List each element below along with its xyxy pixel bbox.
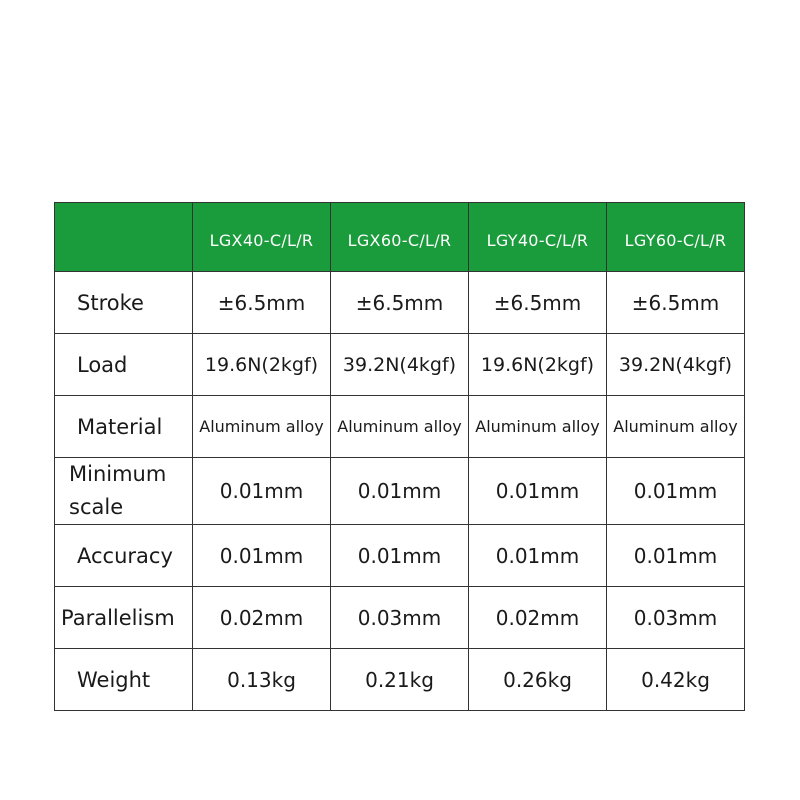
header-corner-cell [55,203,193,272]
table-cell: 0.03mm [607,587,745,649]
table-cell: 0.01mm [331,525,469,587]
table-row-load [55,334,745,396]
table-row-weight [55,649,745,711]
table-header-row [55,203,745,272]
table-cell: ±6.5mm [469,272,607,334]
table-cell: 0.01mm [607,525,745,587]
table-cell: Aluminum alloy [469,396,607,458]
spec-table [54,202,745,711]
table-cell: 19.6N(2kgf) [193,334,331,396]
table-cell: ±6.5mm [193,272,331,334]
table-cell: ±6.5mm [607,272,745,334]
table-cell: 39.2N(4kgf) [607,334,745,396]
table-cell: 0.42kg [607,649,745,711]
table-cell: 0.01mm [469,458,607,525]
table-cell: Aluminum alloy [193,396,331,458]
table-cell: 0.26kg [469,649,607,711]
header-model-lgy60: LGY60-C/L/R [607,203,745,272]
table-row-minimum-scale [55,458,745,525]
row-label-parallelism: Parallelism [55,587,193,649]
header-model-lgx40: LGX40-C/L/R [193,203,331,272]
table-cell: 19.6N(2kgf) [469,334,607,396]
table-cell: 0.01mm [331,458,469,525]
row-label-accuracy: Accuracy [55,525,193,587]
table-cell: 0.21kg [331,649,469,711]
table-cell: 0.01mm [607,458,745,525]
row-label-weight: Weight [55,649,193,711]
table-cell: 0.02mm [193,587,331,649]
table-cell: ±6.5mm [331,272,469,334]
header-model-lgx60: LGX60-C/L/R [331,203,469,272]
table-row-material [55,396,745,458]
table-cell: Aluminum alloy [607,396,745,458]
table-cell: 0.02mm [469,587,607,649]
header-model-lgy40: LGY40-C/L/R [469,203,607,272]
row-label-minimum-scale: Minimum scale [55,458,193,525]
table-cell: 0.01mm [193,458,331,525]
table-cell: 0.01mm [469,525,607,587]
row-label-load: Load [55,334,193,396]
table-row-accuracy [55,525,745,587]
row-label-material: Material [55,396,193,458]
table-cell: 0.13kg [193,649,331,711]
row-label-stroke: Stroke [55,272,193,334]
table-row-stroke [55,272,745,334]
table-cell: Aluminum alloy [331,396,469,458]
table-cell: 39.2N(4kgf) [331,334,469,396]
table-row-parallelism [55,587,745,649]
table-cell: 0.03mm [331,587,469,649]
table-cell: 0.01mm [193,525,331,587]
